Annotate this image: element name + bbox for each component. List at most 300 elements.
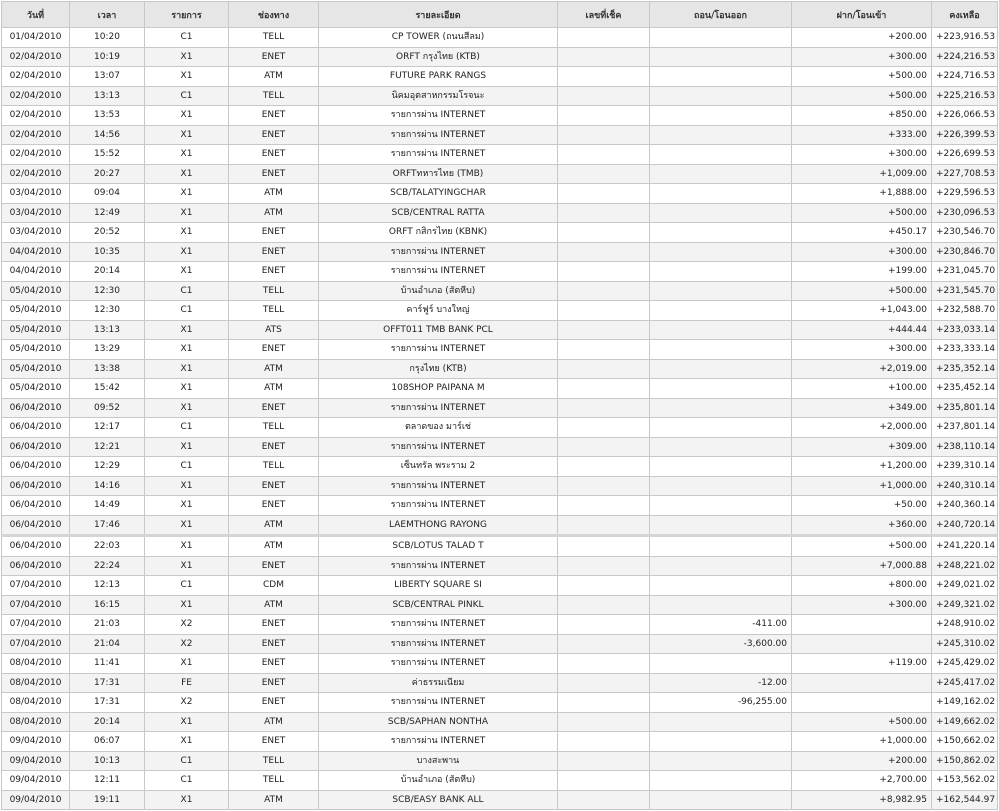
cell-item: C1 xyxy=(145,281,229,301)
cell-balance: +231,545.70 xyxy=(932,281,998,301)
table-row xyxy=(2,556,998,576)
cell-balance: +225,216.53 xyxy=(932,86,998,106)
cell-balance: +240,720.14 xyxy=(932,515,998,536)
cell-balance: +245,310.02 xyxy=(932,634,998,654)
cell-balance: +230,546.70 xyxy=(932,223,998,243)
cell-channel: ATM xyxy=(229,536,319,557)
cell-detail: 108SHOP PAIPANA M xyxy=(319,379,558,399)
cell-balance: +235,452.14 xyxy=(932,379,998,399)
table-row xyxy=(2,164,998,184)
cell-detail: ORFT กรุงไทย (KTB) xyxy=(319,47,558,67)
cell-time: 15:52 xyxy=(70,145,145,165)
cell-date: 09/04/2010 xyxy=(2,771,70,791)
cell-detail: บางสะพาน xyxy=(319,751,558,771)
cell-date: 04/04/2010 xyxy=(2,242,70,262)
cell-withdraw xyxy=(650,262,792,282)
header-item[interactable]: รายการ xyxy=(145,2,229,28)
cell-detail: รายการผ่าน INTERNET xyxy=(319,476,558,496)
header-row xyxy=(2,2,998,28)
cell-detail: ORFTทหารไทย (TMB) xyxy=(319,164,558,184)
cell-withdraw xyxy=(650,457,792,477)
cell-detail: กรุงไทย (KTB) xyxy=(319,359,558,379)
cell-time: 17:31 xyxy=(70,673,145,693)
cell-deposit: +300.00 xyxy=(792,340,932,360)
cell-balance: +230,096.53 xyxy=(932,203,998,223)
cell-channel: TELL xyxy=(229,301,319,321)
header-cheque[interactable]: เลขที่เช็ค xyxy=(558,2,650,28)
cell-withdraw xyxy=(650,515,792,536)
table-row xyxy=(2,634,998,654)
cell-channel: ENET xyxy=(229,262,319,282)
cell-cheque xyxy=(558,496,650,516)
cell-deposit: +7,000.88 xyxy=(792,556,932,576)
cell-withdraw xyxy=(650,242,792,262)
cell-channel: CDM xyxy=(229,576,319,596)
cell-date: 08/04/2010 xyxy=(2,654,70,674)
cell-deposit: +333.00 xyxy=(792,125,932,145)
cell-item: C1 xyxy=(145,457,229,477)
cell-detail: รายการผ่าน INTERNET xyxy=(319,398,558,418)
cell-deposit: +1,043.00 xyxy=(792,301,932,321)
cell-item: X1 xyxy=(145,556,229,576)
cell-balance: +233,033.14 xyxy=(932,320,998,340)
cell-withdraw xyxy=(650,281,792,301)
cell-deposit: +200.00 xyxy=(792,751,932,771)
cell-detail: นิคมอุตสาหกรรมโรจนะ xyxy=(319,86,558,106)
cell-time: 14:16 xyxy=(70,476,145,496)
cell-channel: ATS xyxy=(229,320,319,340)
table-row xyxy=(2,86,998,106)
cell-item: X1 xyxy=(145,790,229,810)
cell-withdraw xyxy=(650,790,792,810)
table-row xyxy=(2,673,998,693)
cell-cheque xyxy=(558,86,650,106)
cell-item: X1 xyxy=(145,203,229,223)
cell-channel: ATM xyxy=(229,359,319,379)
cell-detail: ORFT กสิกรไทย (KBNK) xyxy=(319,223,558,243)
cell-cheque xyxy=(558,262,650,282)
cell-channel: ENET xyxy=(229,634,319,654)
cell-item: C1 xyxy=(145,771,229,791)
cell-cheque xyxy=(558,712,650,732)
cell-channel: ATM xyxy=(229,515,319,536)
header-detail[interactable]: รายละเอียด xyxy=(319,2,558,28)
cell-deposit: +8,982.95 xyxy=(792,790,932,810)
cell-withdraw xyxy=(650,125,792,145)
cell-item: X1 xyxy=(145,242,229,262)
cell-time: 14:49 xyxy=(70,496,145,516)
table-row xyxy=(2,262,998,282)
cell-deposit: +1,000.00 xyxy=(792,476,932,496)
cell-time: 13:07 xyxy=(70,67,145,87)
cell-balance: +150,862.02 xyxy=(932,751,998,771)
table-row xyxy=(2,340,998,360)
cell-detail: ค่าธรรมเนียม xyxy=(319,673,558,693)
cell-date: 07/04/2010 xyxy=(2,595,70,615)
cell-detail: OFFT011 TMB BANK PCL xyxy=(319,320,558,340)
table-row xyxy=(2,47,998,67)
cell-item: X1 xyxy=(145,379,229,399)
cell-deposit: +500.00 xyxy=(792,536,932,557)
cell-deposit xyxy=(792,673,932,693)
cell-item: X1 xyxy=(145,536,229,557)
cell-cheque xyxy=(558,106,650,126)
cell-channel: ENET xyxy=(229,106,319,126)
cell-detail: รายการผ่าน INTERNET xyxy=(319,496,558,516)
cell-detail: รายการผ่าน INTERNET xyxy=(319,242,558,262)
cell-item: X1 xyxy=(145,125,229,145)
cell-channel: TELL xyxy=(229,281,319,301)
table-row xyxy=(2,790,998,810)
cell-balance: +248,910.02 xyxy=(932,615,998,635)
table-row xyxy=(2,654,998,674)
cell-withdraw xyxy=(650,340,792,360)
cell-balance: +224,716.53 xyxy=(932,67,998,87)
cell-date: 02/04/2010 xyxy=(2,86,70,106)
cell-deposit: +2,000.00 xyxy=(792,418,932,438)
cell-channel: ENET xyxy=(229,398,319,418)
cell-time: 17:46 xyxy=(70,515,145,536)
cell-channel: TELL xyxy=(229,457,319,477)
cell-date: 03/04/2010 xyxy=(2,203,70,223)
cell-date: 06/04/2010 xyxy=(2,515,70,536)
cell-time: 12:49 xyxy=(70,203,145,223)
cell-channel: ENET xyxy=(229,496,319,516)
cell-withdraw xyxy=(650,751,792,771)
cell-channel: TELL xyxy=(229,86,319,106)
cell-withdraw xyxy=(650,496,792,516)
cell-channel: ENET xyxy=(229,437,319,457)
cell-cheque xyxy=(558,184,650,204)
cell-detail: บ้านอำเภอ (สัตหีบ) xyxy=(319,281,558,301)
cell-withdraw xyxy=(650,398,792,418)
cell-item: C1 xyxy=(145,751,229,771)
cell-balance: +245,429.02 xyxy=(932,654,998,674)
cell-date: 03/04/2010 xyxy=(2,223,70,243)
cell-item: X1 xyxy=(145,145,229,165)
cell-deposit: +199.00 xyxy=(792,262,932,282)
cell-withdraw xyxy=(650,86,792,106)
cell-cheque xyxy=(558,281,650,301)
cell-cheque xyxy=(558,536,650,557)
cell-withdraw xyxy=(650,28,792,48)
cell-item: X1 xyxy=(145,595,229,615)
cell-deposit: +1,009.00 xyxy=(792,164,932,184)
cell-channel: ENET xyxy=(229,732,319,752)
table-row xyxy=(2,203,998,223)
cell-cheque xyxy=(558,379,650,399)
cell-deposit: +800.00 xyxy=(792,576,932,596)
cell-cheque xyxy=(558,398,650,418)
cell-detail: รายการผ่าน INTERNET xyxy=(319,634,558,654)
cell-date: 05/04/2010 xyxy=(2,320,70,340)
cell-withdraw xyxy=(650,418,792,438)
table-row xyxy=(2,437,998,457)
cell-withdraw xyxy=(650,437,792,457)
cell-cheque xyxy=(558,301,650,321)
cell-date: 06/04/2010 xyxy=(2,398,70,418)
cell-detail: รายการผ่าน INTERNET xyxy=(319,106,558,126)
cell-cheque xyxy=(558,242,650,262)
table-row xyxy=(2,418,998,438)
cell-balance: +224,216.53 xyxy=(932,47,998,67)
table-row xyxy=(2,359,998,379)
cell-time: 20:52 xyxy=(70,223,145,243)
cell-deposit xyxy=(792,693,932,713)
cell-cheque xyxy=(558,418,650,438)
table-row xyxy=(2,320,998,340)
cell-date: 09/04/2010 xyxy=(2,790,70,810)
cell-item: X1 xyxy=(145,398,229,418)
cell-cheque xyxy=(558,340,650,360)
cell-balance: +240,310.14 xyxy=(932,476,998,496)
cell-detail: คาร์ฟูร์ บางใหญ่ xyxy=(319,301,558,321)
cell-date: 07/04/2010 xyxy=(2,634,70,654)
cell-date: 06/04/2010 xyxy=(2,437,70,457)
table-row xyxy=(2,301,998,321)
cell-balance: +239,310.14 xyxy=(932,457,998,477)
cell-withdraw xyxy=(650,106,792,126)
cell-time: 12:30 xyxy=(70,281,145,301)
cell-channel: ENET xyxy=(229,164,319,184)
cell-balance: +248,221.02 xyxy=(932,556,998,576)
cell-item: X2 xyxy=(145,615,229,635)
cell-balance: +249,321.02 xyxy=(932,595,998,615)
cell-item: X2 xyxy=(145,693,229,713)
cell-cheque xyxy=(558,576,650,596)
cell-item: C1 xyxy=(145,576,229,596)
cell-item: X1 xyxy=(145,47,229,67)
cell-withdraw xyxy=(650,556,792,576)
cell-balance: +230,846.70 xyxy=(932,242,998,262)
cell-deposit: +300.00 xyxy=(792,242,932,262)
cell-item: X1 xyxy=(145,340,229,360)
cell-deposit: +300.00 xyxy=(792,145,932,165)
cell-date: 05/04/2010 xyxy=(2,359,70,379)
cell-withdraw xyxy=(650,712,792,732)
cell-time: 12:29 xyxy=(70,457,145,477)
cell-withdraw xyxy=(650,145,792,165)
cell-withdraw xyxy=(650,301,792,321)
cell-balance: +227,708.53 xyxy=(932,164,998,184)
cell-balance: +226,399.53 xyxy=(932,125,998,145)
cell-time: 12:17 xyxy=(70,418,145,438)
cell-date: 05/04/2010 xyxy=(2,281,70,301)
cell-date: 02/04/2010 xyxy=(2,106,70,126)
cell-item: X1 xyxy=(145,164,229,184)
cell-time: 06:07 xyxy=(70,732,145,752)
cell-cheque xyxy=(558,125,650,145)
cell-balance: +233,333.14 xyxy=(932,340,998,360)
cell-cheque xyxy=(558,47,650,67)
table-row xyxy=(2,242,998,262)
cell-date: 06/04/2010 xyxy=(2,476,70,496)
cell-channel: ATM xyxy=(229,379,319,399)
cell-deposit: +1,200.00 xyxy=(792,457,932,477)
cell-detail: รายการผ่าน INTERNET xyxy=(319,693,558,713)
table-row xyxy=(2,576,998,596)
cell-cheque xyxy=(558,693,650,713)
cell-channel: ENET xyxy=(229,242,319,262)
cell-withdraw xyxy=(650,184,792,204)
table-row xyxy=(2,476,998,496)
cell-time: 10:20 xyxy=(70,28,145,48)
cell-deposit: +500.00 xyxy=(792,86,932,106)
cell-detail: SCB/LOTUS TALAD T xyxy=(319,536,558,557)
cell-deposit: +300.00 xyxy=(792,47,932,67)
cell-date: 09/04/2010 xyxy=(2,732,70,752)
cell-time: 14:56 xyxy=(70,125,145,145)
cell-time: 12:11 xyxy=(70,771,145,791)
cell-balance: +226,699.53 xyxy=(932,145,998,165)
cell-time: 21:03 xyxy=(70,615,145,635)
cell-date: 05/04/2010 xyxy=(2,301,70,321)
cell-channel: TELL xyxy=(229,751,319,771)
cell-detail: รายการผ่าน INTERNET xyxy=(319,125,558,145)
cell-item: X1 xyxy=(145,223,229,243)
cell-detail: SCB/TALATYINGCHAR xyxy=(319,184,558,204)
cell-balance: +235,352.14 xyxy=(932,359,998,379)
cell-time: 20:27 xyxy=(70,164,145,184)
table-row xyxy=(2,379,998,399)
cell-item: C1 xyxy=(145,86,229,106)
cell-cheque xyxy=(558,164,650,184)
cell-detail: SCB/SAPHAN NONTHA xyxy=(319,712,558,732)
cell-channel: ATM xyxy=(229,712,319,732)
cell-channel: TELL xyxy=(229,418,319,438)
cell-item: X1 xyxy=(145,67,229,87)
cell-time: 11:41 xyxy=(70,654,145,674)
table-row xyxy=(2,732,998,752)
cell-date: 08/04/2010 xyxy=(2,693,70,713)
cell-cheque xyxy=(558,67,650,87)
cell-deposit xyxy=(792,634,932,654)
cell-channel: ATM xyxy=(229,790,319,810)
cell-date: 05/04/2010 xyxy=(2,340,70,360)
cell-date: 04/04/2010 xyxy=(2,262,70,282)
cell-deposit: +500.00 xyxy=(792,203,932,223)
cell-date: 01/04/2010 xyxy=(2,28,70,48)
cell-date: 08/04/2010 xyxy=(2,712,70,732)
cell-channel: ENET xyxy=(229,615,319,635)
header-channel[interactable]: ช่องทาง xyxy=(229,2,319,28)
cell-deposit: +450.17 xyxy=(792,223,932,243)
table-row xyxy=(2,184,998,204)
cell-time: 22:03 xyxy=(70,536,145,557)
cell-time: 22:24 xyxy=(70,556,145,576)
cell-balance: +153,562.02 xyxy=(932,771,998,791)
header-withdraw[interactable]: ถอน/โอนออก xyxy=(650,2,792,28)
cell-cheque xyxy=(558,771,650,791)
cell-date: 07/04/2010 xyxy=(2,576,70,596)
cell-channel: ATM xyxy=(229,203,319,223)
cell-detail: รายการผ่าน INTERNET xyxy=(319,732,558,752)
cell-date: 06/04/2010 xyxy=(2,556,70,576)
cell-time: 09:04 xyxy=(70,184,145,204)
cell-deposit: +850.00 xyxy=(792,106,932,126)
cell-deposit: +360.00 xyxy=(792,515,932,536)
cell-deposit: +200.00 xyxy=(792,28,932,48)
cell-cheque xyxy=(558,673,650,693)
cell-withdraw: -3,600.00 xyxy=(650,634,792,654)
cell-deposit: +309.00 xyxy=(792,437,932,457)
cell-cheque xyxy=(558,654,650,674)
cell-withdraw xyxy=(650,320,792,340)
table-row xyxy=(2,595,998,615)
cell-withdraw xyxy=(650,67,792,87)
table-row xyxy=(2,106,998,126)
cell-date: 03/04/2010 xyxy=(2,184,70,204)
cell-detail: LIBERTY SQUARE SI xyxy=(319,576,558,596)
header-balance[interactable]: คงเหลือ xyxy=(932,2,998,28)
cell-balance: +237,801.14 xyxy=(932,418,998,438)
cell-channel: ENET xyxy=(229,125,319,145)
cell-balance: +149,162.02 xyxy=(932,693,998,713)
table-row xyxy=(2,536,998,557)
cell-withdraw xyxy=(650,536,792,557)
cell-cheque xyxy=(558,595,650,615)
cell-time: 13:38 xyxy=(70,359,145,379)
table-row xyxy=(2,28,998,48)
cell-date: 06/04/2010 xyxy=(2,418,70,438)
cell-channel: ENET xyxy=(229,654,319,674)
cell-date: 02/04/2010 xyxy=(2,164,70,184)
transaction-table xyxy=(1,1,998,810)
cell-channel: ENET xyxy=(229,145,319,165)
cell-withdraw xyxy=(650,47,792,67)
cell-withdraw xyxy=(650,654,792,674)
cell-channel: ENET xyxy=(229,340,319,360)
cell-balance: +238,110.14 xyxy=(932,437,998,457)
cell-withdraw xyxy=(650,595,792,615)
header-date[interactable]: วันที่ xyxy=(2,2,70,28)
cell-date: 09/04/2010 xyxy=(2,751,70,771)
cell-channel: ATM xyxy=(229,67,319,87)
cell-withdraw xyxy=(650,476,792,496)
cell-detail: SCB/CENTRAL PINKL xyxy=(319,595,558,615)
cell-time: 16:15 xyxy=(70,595,145,615)
cell-cheque xyxy=(558,732,650,752)
cell-cheque xyxy=(558,223,650,243)
cell-balance: +235,801.14 xyxy=(932,398,998,418)
cell-channel: ENET xyxy=(229,47,319,67)
cell-date: 02/04/2010 xyxy=(2,145,70,165)
header-deposit[interactable]: ฝาก/โอนเข้า xyxy=(792,2,932,28)
cell-detail: SCB/EASY BANK ALL xyxy=(319,790,558,810)
cell-date: 07/04/2010 xyxy=(2,615,70,635)
cell-item: X1 xyxy=(145,437,229,457)
cell-channel: ATM xyxy=(229,595,319,615)
cell-cheque xyxy=(558,457,650,477)
cell-time: 09:52 xyxy=(70,398,145,418)
cell-channel: TELL xyxy=(229,771,319,791)
cell-balance: +241,220.14 xyxy=(932,536,998,557)
cell-detail: CP TOWER (ถนนสีลม) xyxy=(319,28,558,48)
cell-item: X1 xyxy=(145,262,229,282)
cell-detail: บ้านอำเภอ (สัตหีบ) xyxy=(319,771,558,791)
cell-item: X2 xyxy=(145,634,229,654)
table-row xyxy=(2,496,998,516)
cell-cheque xyxy=(558,790,650,810)
cell-deposit: +500.00 xyxy=(792,67,932,87)
header-time[interactable]: เวลา xyxy=(70,2,145,28)
cell-balance: +226,066.53 xyxy=(932,106,998,126)
cell-item: C1 xyxy=(145,28,229,48)
cell-item: X1 xyxy=(145,654,229,674)
cell-detail: รายการผ่าน INTERNET xyxy=(319,262,558,282)
cell-deposit: +1,888.00 xyxy=(792,184,932,204)
cell-item: X1 xyxy=(145,496,229,516)
